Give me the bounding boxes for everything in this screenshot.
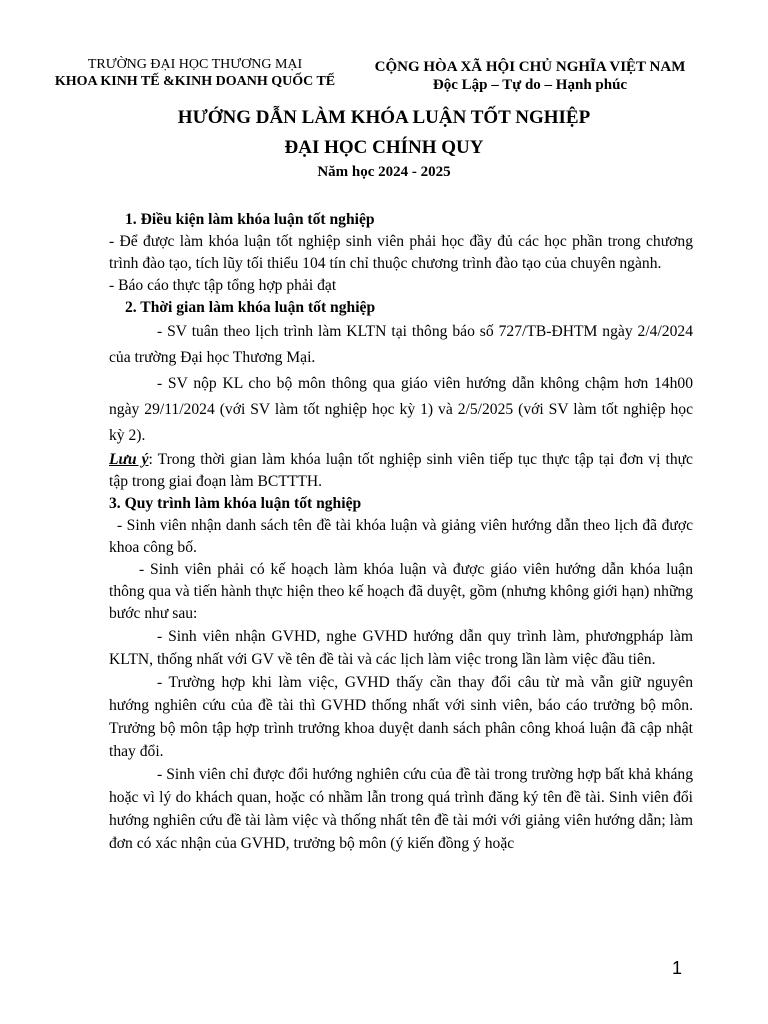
document-body — [109, 209, 693, 855]
note-text: : Trong thời gian làm khóa luận tốt nghiệp sinh viên tiếp tục thực tập tại đơn vị thực tập trong giai đoạn làm BCTTTH. — [109, 451, 693, 490]
section-3-paragraph: - Trường hợp khi làm việc, GVHD thấy cần thay đổi câu từ mà vẫn giữ nguyên hướng nghiên cứu của đề tài thì GVHD thống nhất với sinh viên, báo cáo trưởng bộ môn. Trưởng bộ môn tập hợp trình trưởng khoa duyệt danh sách phân công khoá luận đã cập nhật thay đổi. — [109, 674, 693, 760]
academic-year: Năm học 2024 - 2025 — [317, 164, 451, 180]
faculty-name: KHOA KINH TẾ &KINH DOANH QUỐC TẾ — [54, 74, 336, 89]
document-title: HƯỚNG DẪN LÀM KHÓA LUẬN TỐT NGHIỆP — [177, 107, 591, 128]
section-2-paragraph: - SV tuân theo lịch trình làm KLTN tại thông báo số 727/TB-ĐHTM ngày 2/4/2024 của trường Đại học Thương Mại. — [109, 323, 693, 366]
section-3-paragraph: - Sinh viên phải có kế hoạch làm khóa luận và được giáo viên hướng dẫn khóa luận thông qua và tiến hành thực hiện theo kế hoạch đã duyệt, gồm (nhưng không giới hạn) những bước như sau: — [109, 561, 693, 622]
document-subtitle: ĐẠI HỌC CHÍNH QUY — [284, 137, 484, 158]
national-motto: Độc Lập – Tự do – Hạnh phúc — [432, 77, 628, 93]
school-name: TRƯỜNG ĐẠI HỌC THƯƠNG MẠI — [87, 57, 303, 72]
note-paragraph — [109, 449, 693, 493]
note-label: Lưu ý — [109, 451, 149, 468]
document-header-left — [50, 56, 340, 90]
section-3-paragraph: - Sinh viên nhận GVHD, nghe GVHD hướng dẫn quy trình làm, phươngpháp làm KLTN, thống nhất với GV về tên đề tài và các lịch làm việc trong lần làm việc đầu tiên. — [109, 628, 693, 668]
section-1-paragraph: - Để được làm khóa luận tốt nghiệp sinh viên phải học đầy đủ các học phần trong chương trình đào tạo, tích lũy tối thiểu 104 tín chỉ thuộc chương trình đào tạo của chuyên ngành. — [109, 233, 693, 272]
section-2-paragraph: - SV nộp KL cho bộ môn thông qua giáo viên hướng dẫn không chậm hơn 14h00 ngày 29/11/2024 (với SV làm tốt nghiệp học kỳ 1) và 2/5/2025 (với SV làm tốt nghiệp học kỳ 2). — [109, 375, 693, 444]
section-3-paragraph: - Sinh viên chỉ được đổi hướng nghiên cứu của đề tài trong trường hợp bất khả kháng hoặc vì lý do khách quan, hoặc có nhầm lẫn trong quá trình đăng ký tên đề tài. Sinh viên đổi hướng nghiên cứu đề tài làm việc và thống nhất tên đề tài mới với giảng viên hướng dẫn; làm đơn có xác nhận của GVHD, trưởng bộ môn (ý kiến đồng ý hoặc — [109, 766, 693, 852]
document-header-right — [360, 58, 700, 94]
section-1-heading: 1. Điều kiện làm khóa luận tốt nghiệp — [125, 211, 375, 228]
section-2-heading: 2. Thời gian làm khóa luận tốt nghiệp — [125, 299, 376, 316]
section-3-heading: 3. Quy trình làm khóa luận tốt nghiệp — [109, 495, 362, 512]
section-3-paragraph: - Sinh viên nhận danh sách tên đề tài khóa luận và giảng viên hướng dẫn theo lịch đã được khoa công bố. — [109, 517, 693, 556]
section-1-paragraph: - Báo cáo thực tập tổng hợp phải đạt — [109, 277, 337, 294]
page-number: 1 — [672, 958, 683, 978]
national-title: CỘNG HÒA XÃ HỘI CHỦ NGHĨA VIỆT NAM — [374, 59, 686, 75]
